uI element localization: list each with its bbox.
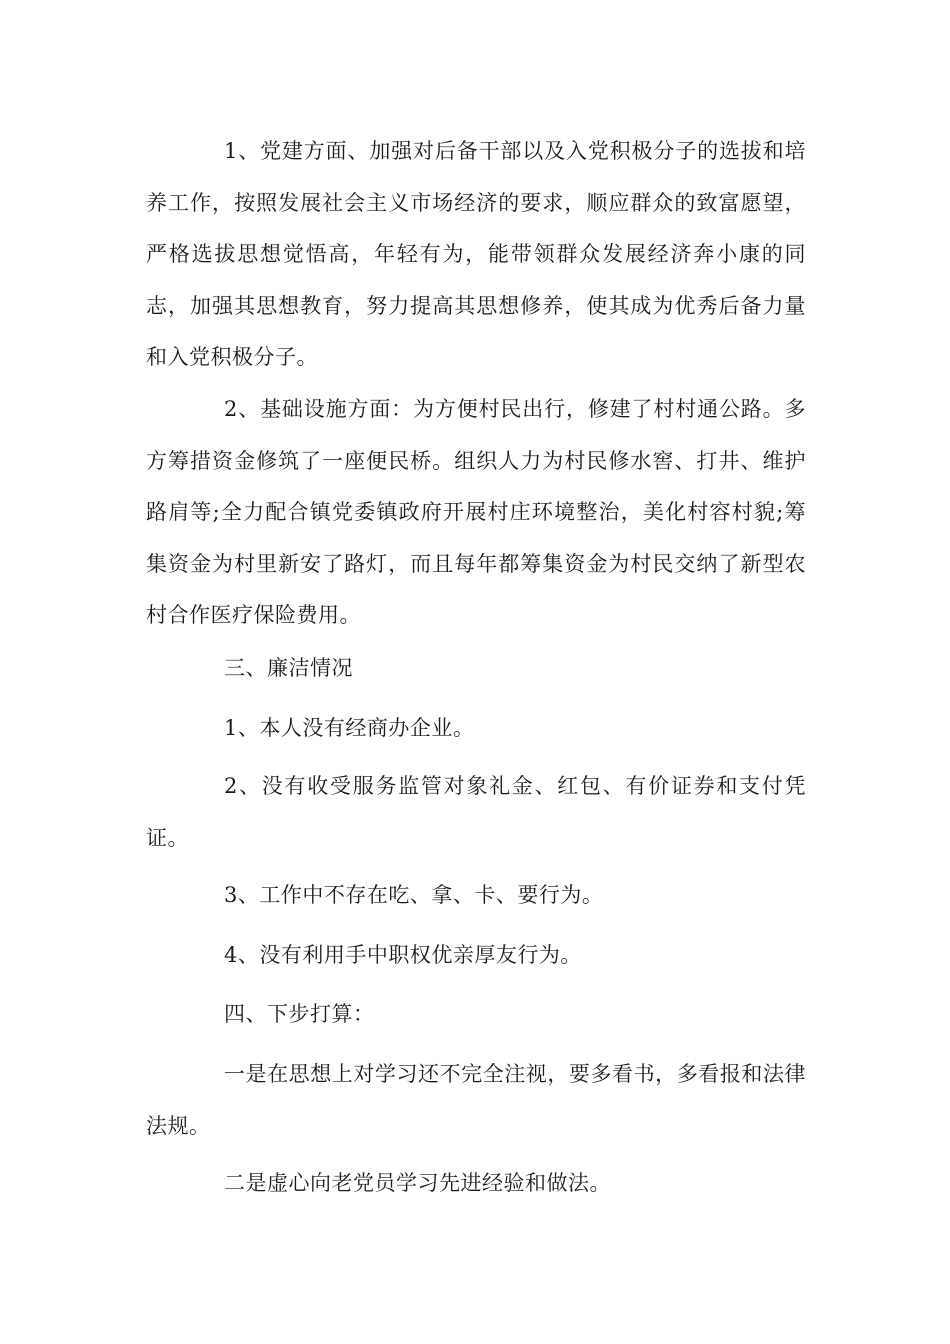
paragraph-text: 2、没有收受服务监管对象礼金、红包、有价证券和支付凭证。 (146, 774, 806, 850)
section-heading-integrity (146, 643, 806, 695)
paragraph-text: 3、工作中不存在吃、拿、卡、要行为。 (224, 883, 604, 907)
paragraph-infrastructure (146, 384, 806, 642)
paragraph-integrity-1 (146, 703, 806, 755)
paragraph-next-steps-1 (146, 1049, 806, 1152)
paragraph-next-steps-2 (146, 1158, 806, 1210)
paragraph-text: 1、党建方面、加强对后备干部以及入党积极分子的选拔和培养工作，按照发展社会主义市场经济的要求，顺应群众的致富愿望，严格选拔思想觉悟高，年轻有为，能带领群众发展经济奔小康的同志，加强其思想教育，努力提高其思想修养，使其成为优秀后备力量和入党积极分子。 (146, 139, 806, 369)
paragraph-text: 二是虚心向老党员学习先进经验和做法。 (224, 1171, 611, 1195)
paragraph-text: 4、没有利用手中职权优亲厚友行为。 (224, 943, 582, 967)
paragraph-text: 1、本人没有经商办企业。 (224, 716, 475, 740)
section-heading-next-steps (146, 989, 806, 1041)
paragraph-party-building (146, 126, 806, 384)
paragraph-text: 2、基础设施方面：为方便村民出行，修建了村村通公路。多方筹措资金修筑了一座便民桥。组织人力为村民修水窖、打井、维护路肩等;全力配合镇党委镇政府开展村庄环境整治，美化村容村貌;筹集资金为村里新安了路灯，而且每年都筹集资金为村民交纳了新型农村合作医疗保险费用。 (146, 397, 806, 627)
paragraph-integrity-2 (146, 761, 806, 864)
paragraph-text: 一是在思想上对学习还不完全注视，要多看书，多看报和法律法规。 (146, 1062, 806, 1138)
paragraph-integrity-3 (146, 870, 806, 922)
heading-text: 四、下步打算： (224, 1002, 375, 1026)
paragraph-integrity-4 (146, 930, 806, 982)
heading-text: 三、廉洁情况 (224, 656, 353, 680)
